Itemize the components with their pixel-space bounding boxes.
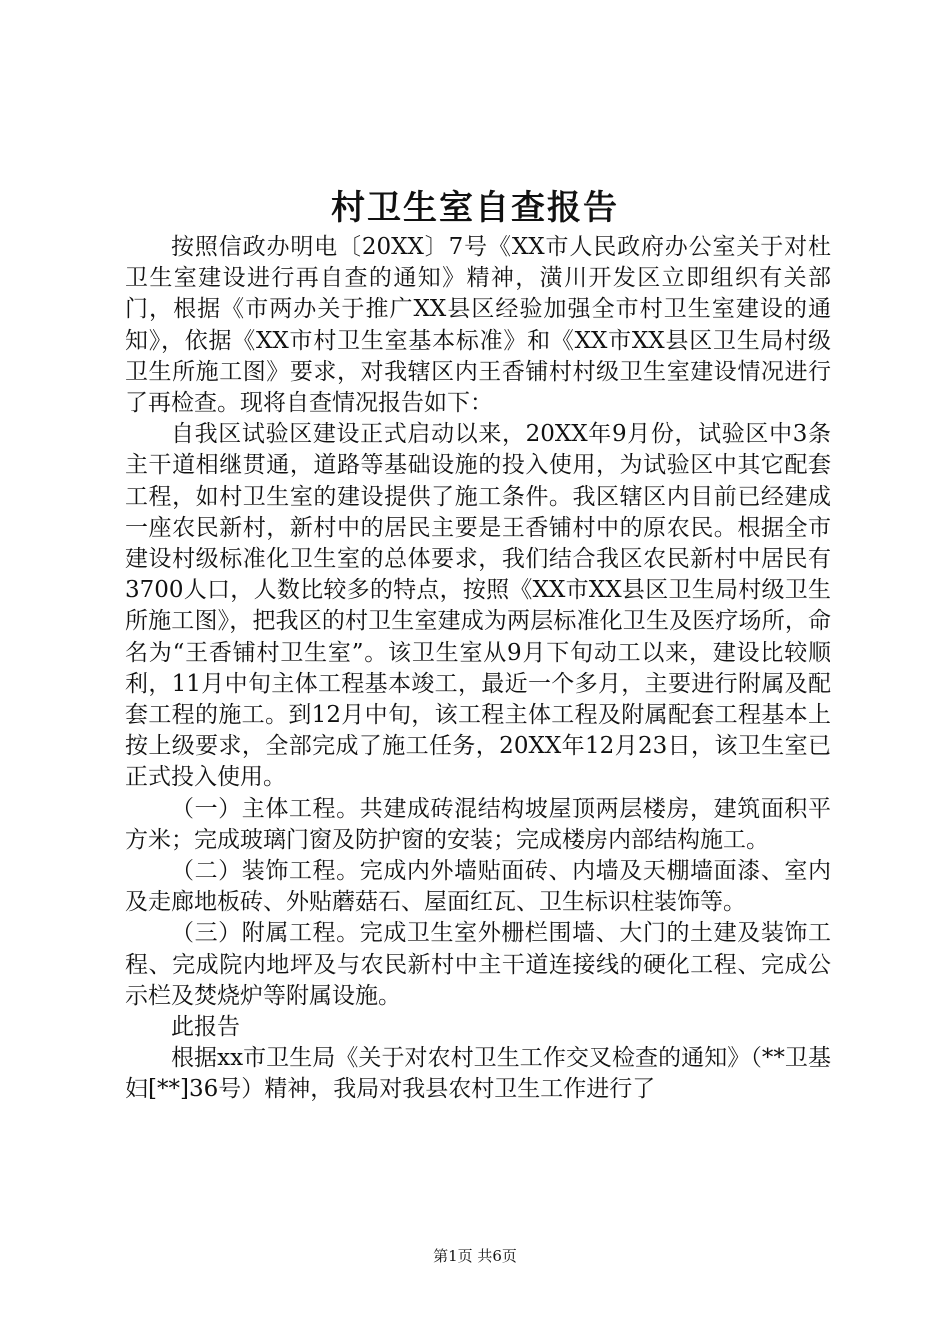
paragraph-intro: 按照信政办明电〔20XX〕7号《XX市人民政府办公室关于对杜卫生室建设进行再自查的通知》精神，潢川开发区立即组织有关部门，根据《市两办关于推广XX县区经验加强全市村卫生室建设的通知》，依据《XX市村卫生室基本标准》和《XX市XX县区卫生局村级卫生所施工图》要求，对我辖区内王香铺村村级卫生室建设情况进行了再检查。现将自查情况报告如下： [125,234,831,417]
document-body [125,232,831,1106]
page-footer: 第1页 共6页 [433,1247,517,1265]
paragraph-continuation: 根据xx市卫生局《关于对农村卫生工作交叉检查的通知》（**卫基妇[**]36号）精神，我局对我县农村卫生工作进行了 [125,1045,831,1103]
paragraph-background: 自我区试验区建设正式启动以来，20XX年9月份，试验区中3条主干道相继贯通，道路等基础设施的投入使用，为试验区中其它配套工程，如村卫生室的建设提供了施工条件。我区辖区内目前已经建成一座农民新村，新村中的居民主要是王香铺村中的原农民。根据全市建设村级标准化卫生室的总体要求，我们结合我区农民新村中居民有3700人口，人数比较多的特点，按照《XX市XX县区卫生局村级卫生所施工图》，把我区的村卫生室建成为两层标准化卫生及医疗场所，命名为“王香铺村卫生室”。该卫生室从9月下旬动工以来，建设比较顺利，11月中旬主体工程基本竣工，最近一个多月，主要进行附属及配套工程的施工。到12月中旬，该工程主体工程及附属配套工程基本上按上级要求，全部完成了施工任务，20XX年12月23日，该卫生室已正式投入使用。 [125,421,832,791]
document-title: 村卫生室自查报告 [331,188,619,228]
paragraph-decoration-works: （二）装饰工程。完成内外墙贴面砖、内墙及天棚墙面漆、室内及走廊地板砖、外贴蘑菇石、屋面红瓦、卫生标识柱装饰等。 [125,858,831,916]
paragraph-main-works: （一）主体工程。共建成砖混结构坡屋顶两层楼房，建筑面积平方米；完成玻璃门窗及防护窗的安装；完成楼房内部结构施工。 [125,795,831,853]
paragraph-auxiliary-works: （三）附属工程。完成卫生室外栅栏围墙、大门的土建及装饰工程、完成院内地坪及与农民新村中主干道连接线的硬化工程、完成公示栏及焚烧炉等附属设施。 [125,920,831,1009]
paragraph-closing: 此报告 [171,1014,240,1041]
